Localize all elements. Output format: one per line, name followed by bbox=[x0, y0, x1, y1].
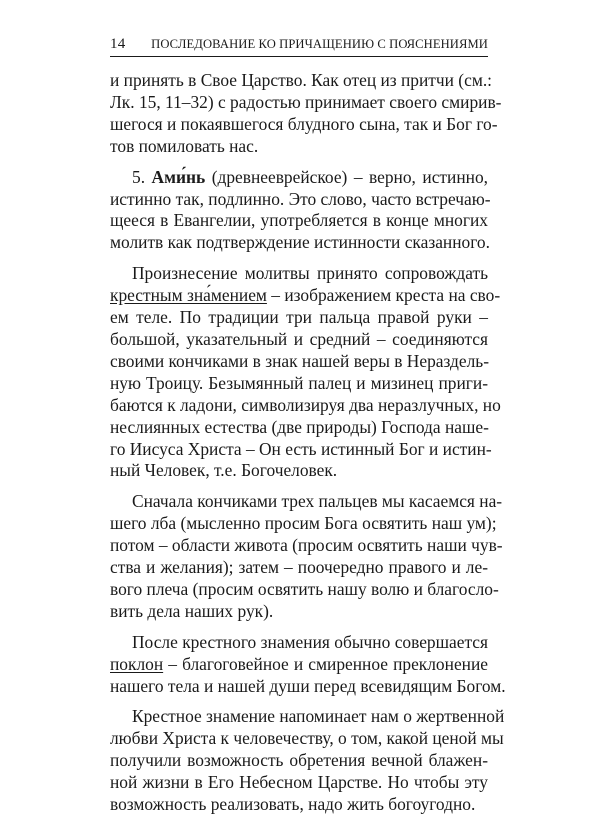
text-line: неслиянных естества (две природы) Господа наше- bbox=[110, 416, 489, 437]
text-fragment: (древнееврейское) – верно, истинно, bbox=[211, 166, 488, 187]
text-line bbox=[110, 654, 488, 676]
text-line: большой, указательный и средний – соединяются bbox=[110, 328, 488, 349]
text-line: нашего тела и нашей души перед всевидящим Богом. bbox=[110, 675, 506, 696]
note-number: 5. bbox=[132, 166, 146, 187]
text-line: После крестного знамения обычно совершается bbox=[132, 631, 488, 652]
term-bow: поклон bbox=[110, 653, 164, 674]
text-line: Лк. 15, 11–32) с радостью принимает своего смирив- bbox=[110, 91, 502, 112]
text-line: Произнесение молитвы принято сопровождать bbox=[132, 263, 488, 284]
book-page bbox=[110, 36, 506, 825]
body-text bbox=[110, 70, 506, 816]
text-line: щееся в Евангелии, употребляется в конце многих bbox=[110, 210, 488, 231]
text-line: получили возможность обретения вечной блажен- bbox=[110, 750, 488, 771]
page-number: 14 bbox=[110, 36, 126, 52]
text-line bbox=[110, 167, 488, 189]
paragraph-bow bbox=[110, 631, 506, 698]
text-fragment: – благоговейное и смиренное преклонение bbox=[168, 653, 488, 674]
text-line: го Иисуса Христа – Он есть истинный Бог и истин- bbox=[110, 438, 492, 459]
text-line: вого плеча (просим освятить нашу волю и благосло- bbox=[110, 578, 499, 599]
paragraph-sacrificial-love bbox=[110, 706, 505, 816]
paragraph-sign-of-cross bbox=[110, 263, 501, 482]
text-line: истинно так, подлинно. Это слово, часто встречаю- bbox=[110, 188, 491, 209]
text-line: ную Троицу. Безымянный палец и мизинец приги- bbox=[110, 372, 488, 393]
text-line: молитв как подтверждение истинности сказанного. bbox=[110, 232, 490, 253]
running-header bbox=[110, 36, 488, 57]
text-line: вить дела наших рук). bbox=[110, 600, 274, 621]
text-line: шегося и покаявшегося блудного сына, так и Бог го- bbox=[110, 113, 498, 134]
paragraph-1 bbox=[110, 70, 502, 158]
text-line: баются к ладони, символизируя два неразлучных, но bbox=[110, 394, 501, 415]
text-line: потом – области живота (просим освятить наши чув- bbox=[110, 535, 503, 556]
paragraph-amen bbox=[110, 166, 491, 255]
text-fragment: – изображением креста на сво- bbox=[271, 285, 501, 306]
text-line: ный Человек, т.е. Богочеловек. bbox=[110, 460, 338, 481]
text-line bbox=[110, 285, 501, 307]
text-line: Сначала кончиками трех пальцев мы касаемся на- bbox=[132, 491, 503, 512]
text-line: и принять в Свое Царство. Как отец из притчи (см.: bbox=[110, 70, 492, 90]
text-line: ем теле. По традиции три пальца правой руки – bbox=[110, 307, 488, 328]
text-line: Крестное знамение напоминает нам о жертвенной bbox=[132, 706, 505, 727]
running-title: ПОСЛЕДОВАНИЕ КО ПРИЧАЩЕНИЮ С ПОЯСНЕНИЯМИ bbox=[151, 37, 488, 51]
paragraph-cross-order bbox=[110, 491, 503, 622]
text-line: ной жизни в Его Небесном Царстве. Но чтобы эту bbox=[110, 772, 488, 793]
text-line: ства и желания); затем – поочередно правого и ле- bbox=[110, 557, 488, 578]
term-sign-of-cross: крестным зна́мением bbox=[110, 285, 267, 306]
text-line: шего лба (мысленно просим Бога освятить наш ум); bbox=[110, 513, 497, 534]
term-amen: Ами́нь bbox=[151, 166, 206, 187]
text-line: своими кончиками в знак нашей веры в Нераздель- bbox=[110, 350, 490, 371]
text-line: тов помиловать нас. bbox=[110, 135, 259, 156]
text-line: возможность реализовать, надо жить богоугодно. bbox=[110, 794, 476, 815]
text-line: любви Христа к человечеству, о том, какой ценой мы bbox=[110, 728, 504, 749]
